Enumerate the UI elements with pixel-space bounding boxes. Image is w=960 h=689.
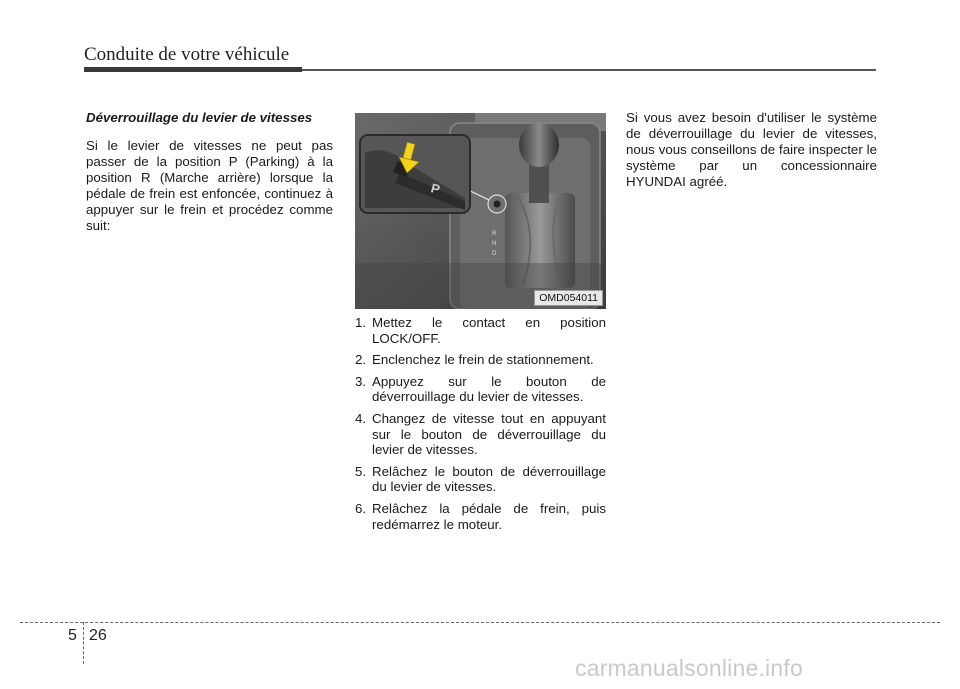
list-item: [355, 501, 606, 532]
step-text: Relâchez le bouton de déverrouillage du levier de vitesses.: [372, 463, 606, 495]
page-number: 26: [89, 627, 107, 644]
step-text: Changez de vitesse tout en appuyant sur le bouton de déverrouillage du levier de vitesses.: [372, 410, 606, 458]
intro-paragraph: Si le levier de vitesses ne peut pas passer de la position P (Parking) à la position R (Marche arrière) lorsque la pédale de frein est enfoncée, continuez à appuyer sur le frein et procédez comme suit:: [86, 138, 333, 233]
list-item: [355, 464, 606, 495]
column-right: [626, 110, 877, 190]
note-paragraph: Si vous avez besoin d'utiliser le système de déverrouillage du levier de vitesses, nous vous conseillons de faire inspecter le système par un concessionnaire HYUNDAI agréé.: [626, 110, 877, 189]
step-text: Relâchez la pédale de frein, puis redémarrez le moteur.: [372, 500, 606, 532]
step-number: 5.: [355, 463, 367, 479]
shift-lever-illustration: [355, 113, 606, 309]
watermark: carmanualsonline.info: [575, 655, 803, 681]
step-number: 4.: [355, 410, 367, 426]
column-left: [86, 110, 333, 234]
footer-divider: [83, 622, 84, 664]
figure-code: OMD054011: [534, 290, 603, 306]
list-item: [355, 352, 606, 368]
chapter-number: 5: [68, 627, 77, 644]
gear-r-label: R: [492, 231, 497, 237]
step-number: 2.: [355, 352, 367, 368]
list-item: [355, 315, 606, 346]
section-heading: Déverrouillage du levier de vitesses: [86, 110, 313, 125]
inset-detail: [360, 135, 470, 213]
page-title: Conduite de votre véhicule: [84, 44, 290, 65]
step-text: Appuyez sur le bouton de déverrouillage du levier de vitesses.: [372, 373, 606, 405]
gear-d-label: D: [492, 251, 497, 257]
step-text: Enclenchez le frein de stationnement.: [372, 352, 594, 368]
step-number: 3.: [355, 373, 367, 389]
shift-lever-figure: [355, 113, 606, 309]
step-number: 6.: [355, 500, 367, 516]
list-item: [355, 411, 606, 458]
header-rule-thin: [302, 69, 876, 71]
steps-list: [355, 315, 606, 538]
footer-rule: [20, 622, 940, 623]
park-label: P: [429, 180, 442, 197]
step-text: Mettez le contact en position LOCK/OFF.: [372, 315, 606, 346]
list-item: [355, 374, 606, 405]
header-rule-thick: [84, 67, 302, 72]
step-number: 1.: [355, 315, 367, 330]
gear-n-label: N: [492, 241, 497, 247]
